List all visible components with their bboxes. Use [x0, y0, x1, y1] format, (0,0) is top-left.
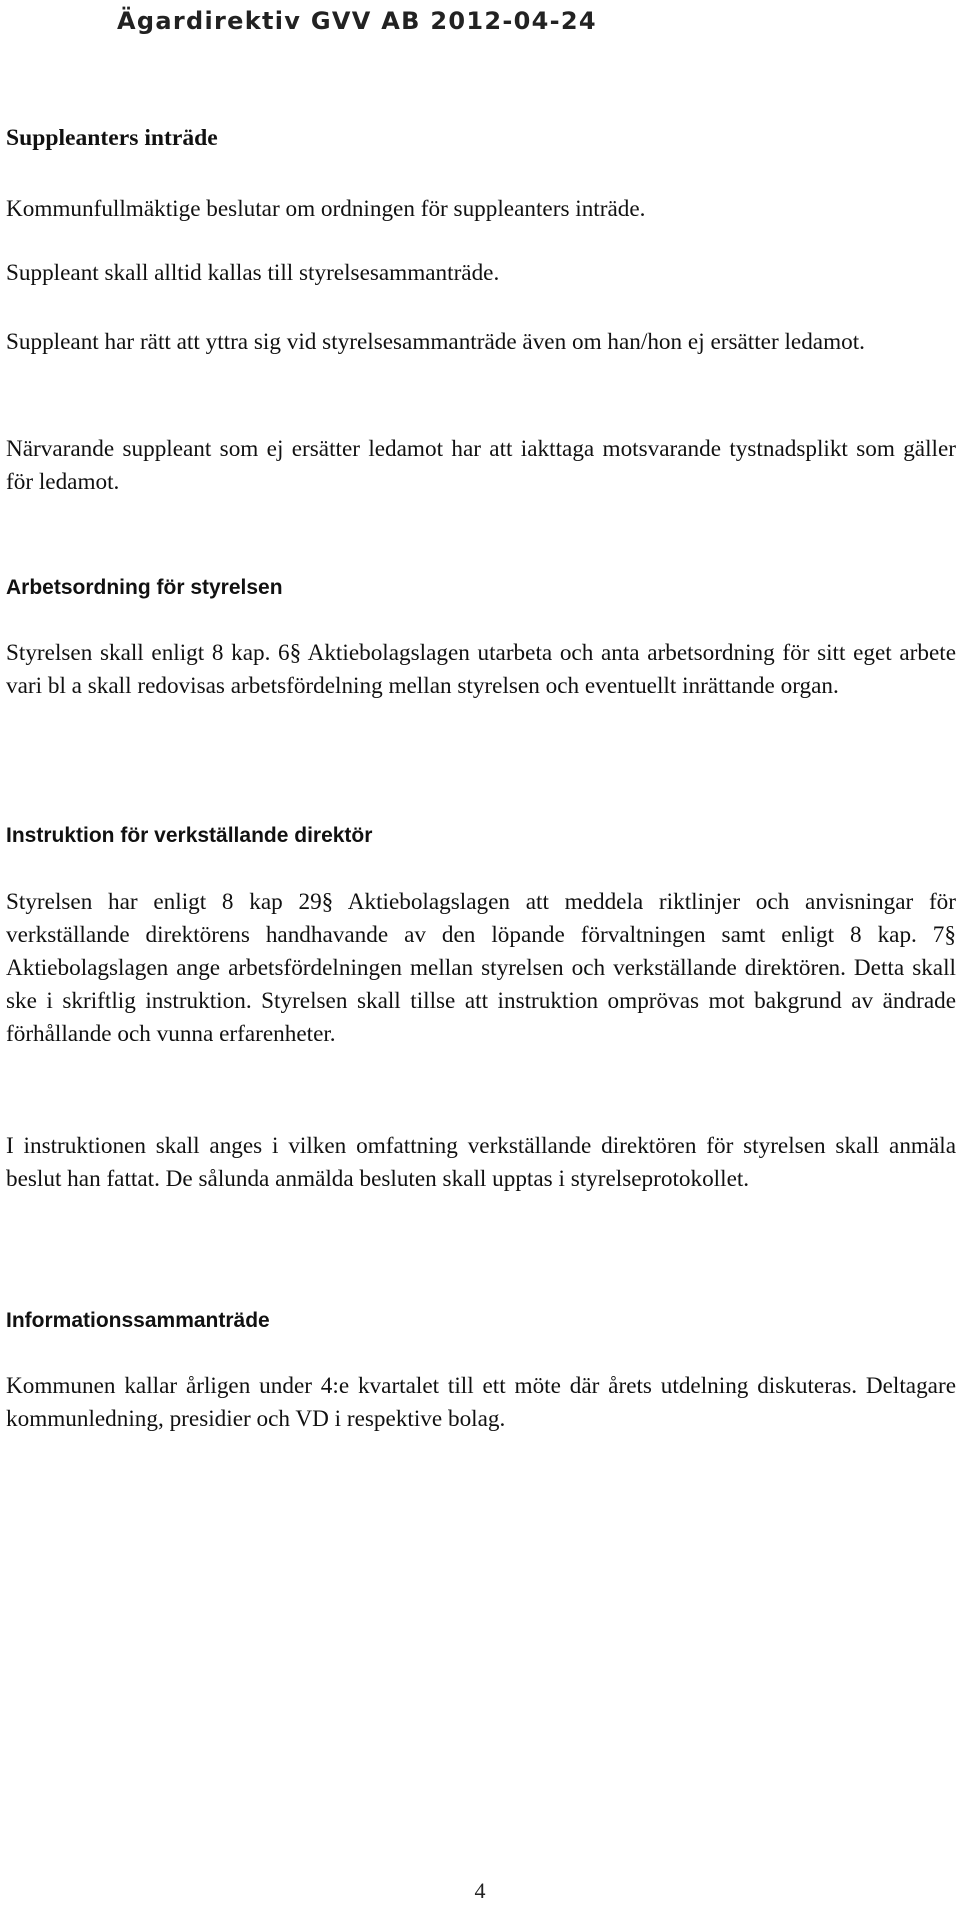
paragraph-instruktion-1: Styrelsen har enligt 8 kap 29§ Aktiebolagslagen att meddela riktlinjer och anvisningar för verkställande direktörens handhavande av den löpande förvaltningen samt enligt 8 kap. 7§ Aktiebolagslagen ange arbetsfördelningen mellan styrelsen och verkställande direktören. Detta skall ske i skriftlig instruktion. Styrelsen skall tillse att instruktion omprövas mot bakgrund av ändrade förhållande och vunna erfarenheter. [6, 889, 956, 1047]
paragraph-suppleanters-4: Närvarande suppleant som ej ersätter ledamot har att iakttaga motsvarande tystnadsplikt som gäller för ledamot. [6, 436, 956, 495]
paragraph-informationssammantrade-1: Kommunen kallar årligen under 4:e kvartalet till ett möte där årets utdelning diskuteras. Deltagare kommunledning, presidier och VD i respektive bolag. [6, 1373, 956, 1432]
paragraph-arbetsordning-1: Styrelsen skall enligt 8 kap. 6§ Aktiebolagslagen utarbeta och anta arbetsordning för sitt eget arbete vari bl a skall redovisas arbetsfördelning mellan styrelsen och eventuellt inrättande organ. [6, 640, 956, 699]
page-number: 4 [474, 1878, 486, 1903]
paragraph-suppleanters-3: Suppleant har rätt att yttra sig vid styrelsesammanträde även om han/hon ej ersätter ledamot. [6, 329, 865, 355]
document-header-title: Ägardirektiv GVV AB 2012-04-24 [117, 7, 597, 35]
paragraph-suppleanters-2: Suppleant skall alltid kallas till styrelsesammanträde. [6, 260, 500, 286]
section-heading-instruktion-vd: Instruktion för verkställande direktör [6, 824, 373, 847]
section-heading-arbetsordning: Arbetsordning för styrelsen [6, 576, 283, 599]
section-heading-informationssammantrade: Informationssammanträde [6, 1309, 270, 1332]
paragraph-instruktion-2: I instruktionen skall anges i vilken omfattning verkställande direktören för styrelsen skall anmäla beslut han fattat. De sålunda anmälda besluten skall upptas i styrelseprotokollet. [6, 1133, 956, 1192]
section-heading-suppleanters-intrade: Suppleanters inträde [6, 125, 218, 151]
paragraph-suppleanters-1: Kommunfullmäktige beslutar om ordningen för suppleanters inträde. [6, 196, 646, 222]
